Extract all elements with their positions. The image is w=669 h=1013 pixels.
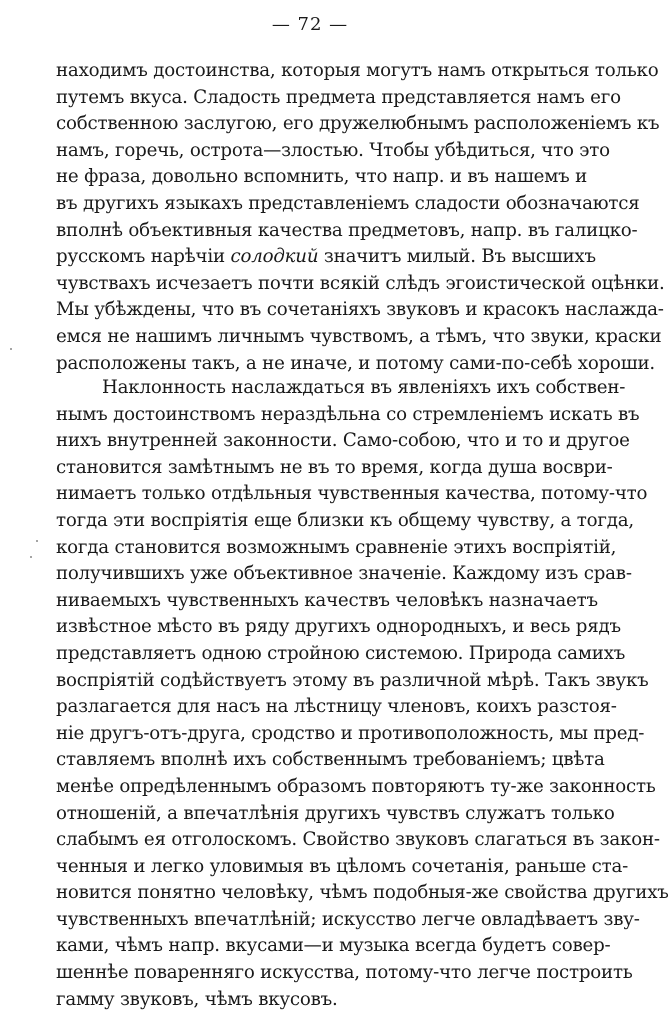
- text-line: нимаетъ только отдѣльныя чувственныя качества, потому-что: [56, 483, 648, 505]
- text-line: ставляемъ вполнѣ ихъ собственнымъ требованiемъ; цвѣта: [56, 749, 605, 771]
- scan-speck: [36, 540, 38, 542]
- text-line: собственною заслугою, его дружелюбнымъ расположенiемъ къ: [56, 113, 660, 135]
- line-segment: значитъ милый. Въ высшихъ: [318, 246, 596, 268]
- text-line: шеннѣе поваренняго искусства, потому-что легче построить: [56, 962, 633, 984]
- text-line-with-emphasis: [56, 244, 596, 271]
- text-line: ками, чѣмъ напр. вкусами—и музыка всегда будетъ совер-: [56, 935, 611, 957]
- scan-speck: [30, 556, 32, 558]
- text-line: извѣстное мѣсто въ ряду другихъ однородныхъ, и весь рядъ: [56, 616, 621, 638]
- text-line: расположены такъ, а не иначе, и потому сами-по-себѣ хороши.: [56, 352, 655, 374]
- text-line: Наклонность наслаждаться въ явленiяхъ ихъ собствен-: [102, 377, 626, 398]
- text-line: нiе другъ-отъ-друга, сродство и противоположность, мы пред-: [56, 722, 645, 744]
- text-line: представляетъ одною стройною системою. Природа самихъ: [56, 642, 626, 664]
- text-line: намъ, горечь, острота—злостью. Чтобы убѣдиться, что это: [56, 139, 610, 161]
- text-line: не фраза, довольно вспомнить, что напр. и въ нашемъ и: [56, 166, 588, 188]
- text-line: новится понятно человѣку, чѣмъ подобныя-же свойства другихъ: [56, 882, 669, 904]
- paragraph-1: [56, 58, 665, 377]
- text-line: получившихъ уже объективное значенiе. Каждому изъ срав-: [56, 563, 632, 585]
- emphasized-word: солодкий: [230, 246, 319, 268]
- text-line: емся не нашимъ личнымъ чувствомъ, а тѣмъ, что звуки, краски: [56, 325, 662, 347]
- text-line: отношенiй, а впечатлѣнiя другихъ чувствъ служатъ только: [56, 802, 615, 824]
- text-line: въ другихъ языкахъ представленiемъ сладости обозначаются: [56, 192, 640, 214]
- text-line: слабымъ ея отголоскомъ. Свойство звуковъ слагаться въ закон-: [56, 829, 660, 851]
- text-line: Мы убѣждены, что въ сочетанiяхъ звуковъ и красокъ наслажда-: [56, 299, 664, 321]
- text-line: ниваемыхъ чувственныхъ качествъ человѣкъ назначаетъ: [56, 589, 598, 611]
- page-number: — 72 —: [271, 14, 349, 35]
- text-line: когда становится возможнымъ сравненiе этихъ воспрiятiй,: [56, 536, 617, 558]
- paragraph-2: [56, 375, 669, 1013]
- text-line: нихъ внутренней законности. Само-собою, что и то и другое: [56, 430, 630, 452]
- text-line: чувственныхъ впечатлѣнiй; искусство легче овладѣваетъ зву-: [56, 908, 640, 930]
- text-line: воспрiятiй содѣйствуетъ этому въ различной мѣрѣ. Такъ звукъ: [56, 669, 649, 691]
- text-line: ченныя и легко уловимыя въ цѣломъ сочетанiя, раньше ста-: [56, 855, 629, 877]
- text-line: чувствахъ исчезаетъ почти всякiй слѣдъ эгоистической оцѣнки.: [56, 272, 665, 294]
- text-line: гамму звуковъ, чѣмъ вкусовъ.: [56, 988, 338, 1010]
- text-line: вполнѣ объективныя качества предметовъ, напр. въ галицко-: [56, 219, 638, 241]
- text-line: нымъ достоинствомъ нераздѣльна со стремленiемъ искать въ: [56, 403, 640, 425]
- text-line: путемъ вкуса. Сладость предмета представляется намъ его: [56, 86, 621, 108]
- scan-speck: [10, 348, 12, 350]
- line-segment: русскомъ нарѣчiи: [56, 246, 231, 268]
- text-line: разлагается для насъ на лѣстницу членовъ, коихъ разстоя-: [56, 696, 617, 718]
- text-line: тогда эти воспрiятiя еще близки къ общему чувству, а тогда,: [56, 509, 634, 531]
- text-line: менѣе опредѣленнымъ образомъ повторяютъ ту-же законность: [56, 775, 656, 797]
- text-line: становится замѣтнымъ не въ то время, когда душа восври-: [56, 456, 613, 478]
- text-line: находимъ достоинства, которыя могутъ намъ открыться только: [56, 60, 659, 81]
